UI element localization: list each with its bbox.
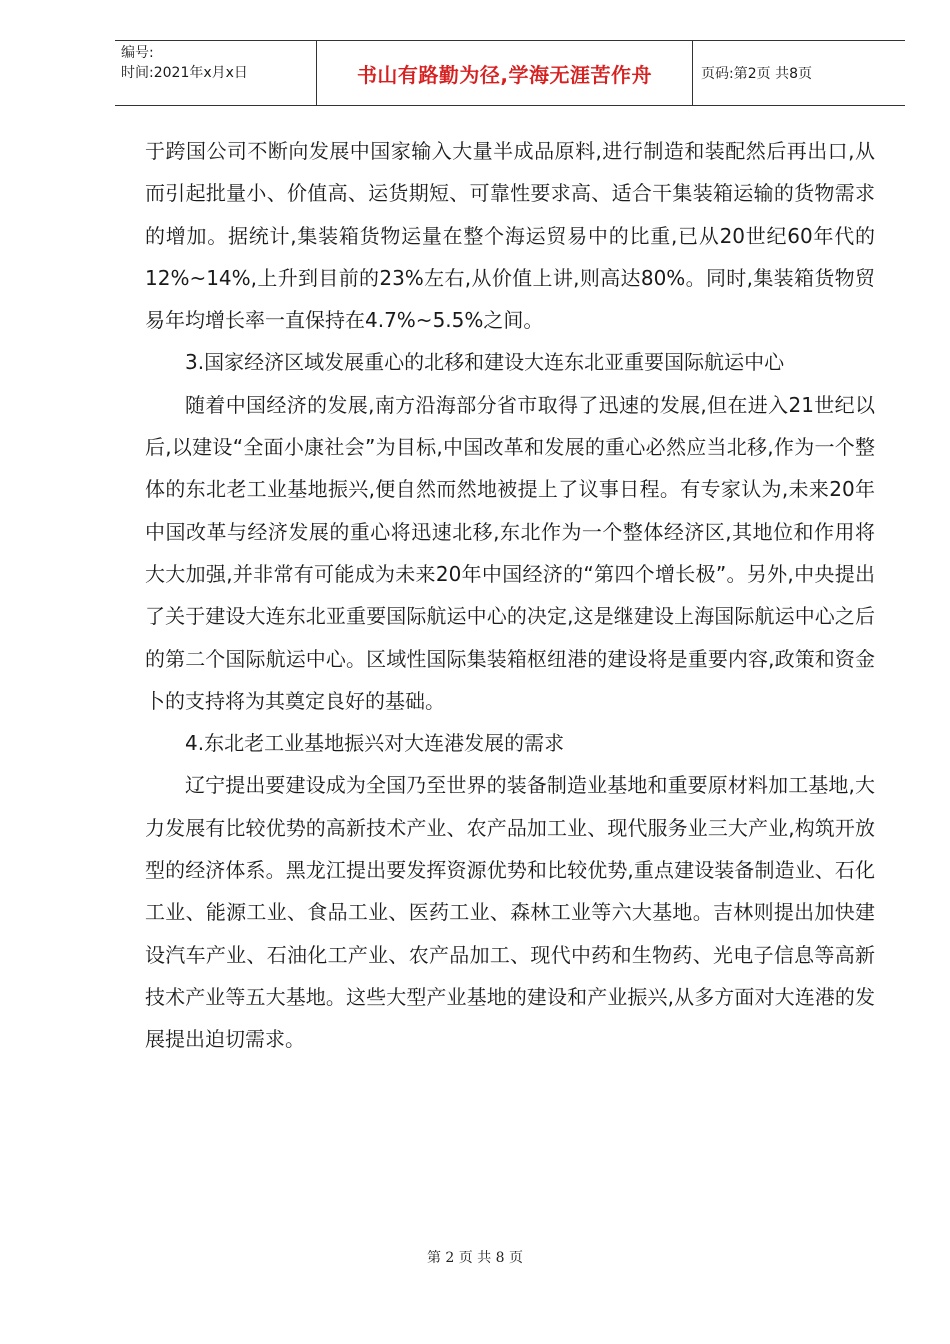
paragraph-1: 于跨国公司不断向发展中国家输入大量半成品原料,进行制造和装配然后再出口,从而引起批量小、价值高、运货期短、可靠性要求高、适合干集装箱运输的货物需求的增加。据统计,集装箱货物运量在整个海运贸易中的比重,已从20世纪60年代的12%~14%,上升到目前的23%左右,从价值上讲,则高达80%。同时,集装箱货物贸易年均增长率一直保持在4.7%~5.5%之间。 [145,139,875,333]
page-footer: 第 2 页 共 8 页 [426,1250,524,1266]
paragraph-3: 辽宁提出要建设成为全国乃至世界的装备制造业基地和重要原材料加工基地,大力发展有比较优势的高新技术产业、农产品加工业、现代服务业三大产业,构筑开放型的经济体系。黑龙江提出要发挥资源优势和比较优势,重点建设装备制造业、石化工业、能源工业、食品工业、医药工业、森林工业等六大基地。吉林则提出加快建设汽车产业、石油化工产业、农产品加工、现代中药和生物药、光电子信息等高新技术产业等五大基地。这些大型产业基地的建设和产业振兴,从多方面对大连港的发展提出迫切需求。 [145,773,875,1052]
paragraph-2: 随着中国经济的发展,南方沿海部分省市取得了迅速的发展,但在进入21世纪以后,以建设“全面小康社会”为目标,中国改革和发展的重心必然应当北移,作为一个整体的东北老工业基地振兴,便自然而然地被提上了议事日程。有专家认为,未来20年中国改革与经济发展的重心将迅速北移,东北作为一个整体经济区,其地位和作用将大大加强,并非常有可能成为未来20年中国经济的“第四个增长极”。另外,中央提出了关于建设大连东北亚重要国际航运中心的决定,这是继建设上海国际航运中心之后的第二个国际航运中心。区域性国际集装箱枢纽港的建设将是重要内容,政策和资金卜的支持将为其奠定良好的基础。 [145,392,875,713]
document-body [145,130,875,1061]
page-header [115,40,905,106]
time-label: 时间:2021年x月x日 [121,65,248,81]
header-meta [115,41,317,105]
header-motto: 书山有路勤为径,学海无涯苦作舟 [317,41,693,105]
number-label: 编号: [121,45,154,61]
section-heading-3: 3.国家经济区域发展重心的北移和建设大连东北亚重要国际航运中心 [185,350,785,375]
section-heading-4: 4.东北老工业基地振兴对大连港发展的需求 [185,731,565,756]
header-page-info: 页码:第2页 共8页 [701,66,812,82]
